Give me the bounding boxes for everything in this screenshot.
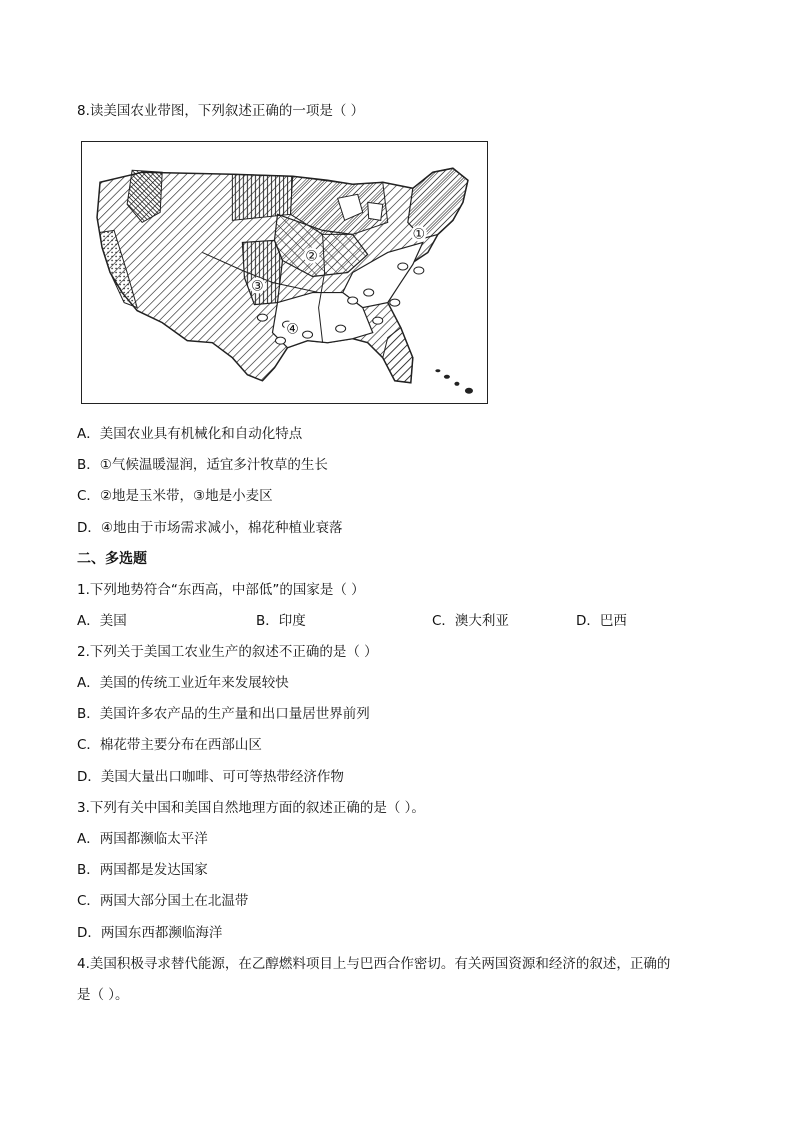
q8-option-c: C．②地是玉米带，③地是小麦区	[77, 488, 273, 504]
q8-option-a: A．美国农业具有机械化和自动化特点	[77, 426, 303, 442]
m1-option-b: B．印度	[256, 613, 306, 629]
m2-stem: 2.下列关于美国工农业生产的叙述不正确的是（ ）	[77, 644, 378, 660]
map-label-2: ②	[305, 248, 318, 265]
us-agriculture-map	[81, 141, 488, 404]
m4-stem-line2: 是（ ）。	[77, 987, 129, 1003]
m2-option-c: C．棉花带主要分布在西部山区	[77, 737, 262, 753]
m2-option-a: A．美国的传统工业近年来发展较快	[77, 675, 289, 691]
map-label-1: ①	[412, 226, 426, 243]
m3-option-d: D．两国东西都濒临海洋	[77, 925, 223, 941]
m3-option-a: A．两国都濒临太平洋	[77, 831, 208, 847]
q8-option-d: D．④地由于市场需求减小，棉花种植业衰落	[77, 520, 343, 536]
m2-option-b: B．美国许多农产品的生产量和出口量居世界前列	[77, 706, 370, 722]
m1-option-a: A．美国	[77, 613, 127, 629]
m1-option-d: D．巴西	[576, 613, 627, 629]
m3-option-c: C．两国大部分国土在北温带	[77, 893, 249, 909]
m2-option-d: D．美国大量出口咖啡、可可等热带经济作物	[77, 769, 344, 785]
q8-option-b: B．①气候温暖湿润，适宜多汁牧草的生长	[77, 457, 328, 473]
m3-option-b: B．两国都是发达国家	[77, 862, 208, 878]
map-label-4: ④	[286, 321, 299, 338]
m1-option-c: C．澳大利亚	[432, 613, 509, 629]
m4-stem-line1: 4.美国积极寻求替代能源，在乙醇燃料项目上与巴西合作密切。有关两国资源和经济的叙述，正确的	[77, 956, 671, 972]
m3-stem: 3.下列有关中国和美国自然地理方面的叙述正确的是（ ）。	[77, 800, 425, 816]
us-agriculture-map-graphic	[82, 142, 487, 403]
m1-stem: 1.下列地势符合“东西高，中部低”的国家是（ ）	[77, 582, 365, 598]
map-label-3: ③	[251, 278, 264, 295]
section-heading: 二、多选题	[77, 551, 147, 567]
q8-stem: 8.读美国农业带图，下列叙述正确的一项是（ ）	[77, 103, 365, 119]
